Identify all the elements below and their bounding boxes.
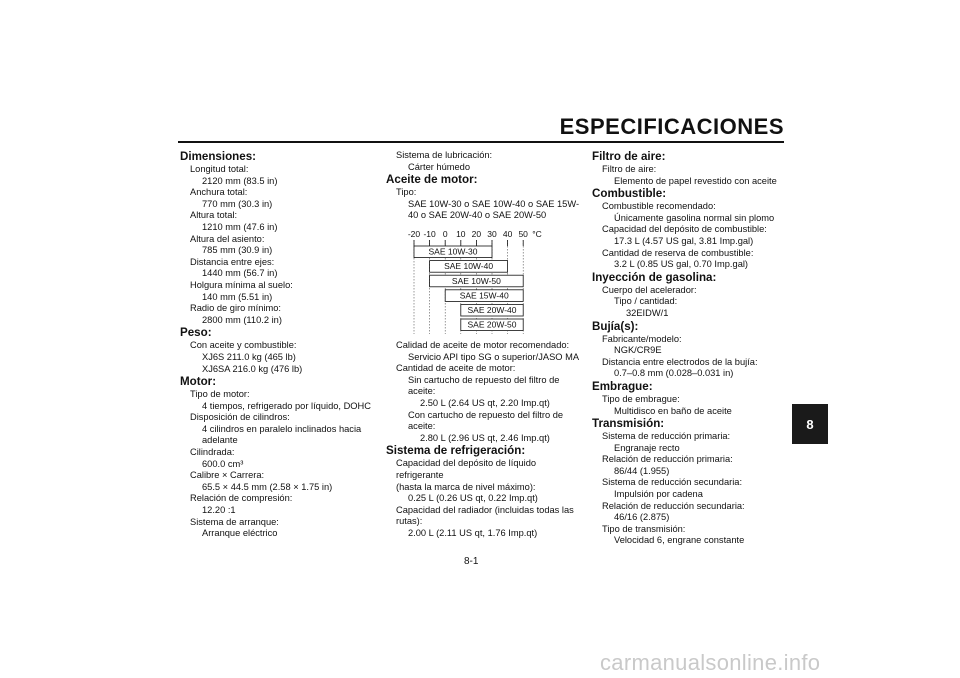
spec-value: 2800 mm (110.2 in): [202, 314, 282, 325]
spec-label: aceite:: [408, 386, 436, 397]
spec-value: 0.7–0.8 mm (0.028–0.031 in): [614, 368, 734, 379]
spec-label: Capacidad del depósito de combustible:: [602, 224, 767, 235]
spec-label: Tipo de embrague:: [602, 393, 680, 404]
spec-label: Distancia entre ejes:: [190, 256, 275, 267]
spec-value: SAE 10W-30 o SAE 10W-40 o SAE 15W-: [408, 198, 580, 209]
unit-label: °C: [532, 228, 542, 239]
spec-value: 2120 mm (83.5 in): [202, 175, 278, 186]
section-refrigeracion: Sistema de refrigeración:: [386, 444, 526, 458]
column-3: [592, 150, 792, 547]
spec-label: Sistema de reducción primaria:: [602, 431, 731, 442]
spec-value: 770 mm (30.3 in): [202, 198, 273, 209]
spec-value: Elemento de papel revestido con aceite: [614, 175, 777, 186]
spec-label: Relación de reducción primaria:: [602, 454, 733, 465]
column-2: [386, 150, 586, 539]
spec-label: Relación de reducción secundaria:: [602, 500, 745, 511]
spec-value: Velocidad 6, engrane constante: [614, 535, 745, 546]
tick-label: -10: [423, 228, 436, 239]
spec-label: Sistema de lubricación:: [396, 150, 493, 160]
spec-label: Tipo:: [396, 187, 417, 198]
spec-label: Calibre × Carrera:: [190, 470, 265, 481]
spec-value: 785 mm (30.9 in): [202, 245, 273, 256]
spec-label: Capacidad del radiador (incluidas todas las: [396, 504, 574, 515]
range-label: SAE 20W-40: [467, 304, 517, 315]
spec-value: 2.50 L (2.64 US qt, 2.20 Imp.qt): [420, 397, 550, 408]
spec-value: 4 tiempos, refrigerado por líquido, DOHC: [202, 400, 371, 411]
spec-value: XJ6S 211.0 kg (465 lb): [202, 351, 296, 362]
spec-label: Sistema de arranque:: [190, 516, 279, 527]
spec-label: Filtro de aire:: [602, 164, 657, 174]
tick-label: 50: [518, 228, 528, 239]
tick-label: -20: [407, 228, 421, 239]
range-label: SAE 10W-30: [428, 246, 478, 257]
page-title: ESPECIFICACIONES: [559, 114, 784, 139]
spec-value: 12.20 :1: [202, 505, 236, 516]
range-label: SAE 10W-40: [444, 261, 494, 272]
spec-value: 40 o SAE 20W-40 o SAE 20W-50: [408, 210, 547, 221]
header-rule: [178, 141, 784, 143]
spec-label: Cantidad de reserva de combustible:: [602, 247, 754, 258]
spec-label: Tipo de motor:: [190, 389, 250, 400]
spec-label: Sin cartucho de repuesto del filtro de: [408, 374, 560, 385]
spec-label: Capacidad del depósito de líquido refrigerante: [396, 458, 537, 480]
spec-label: Anchura total:: [190, 187, 248, 198]
section-aceite: Aceite de motor:: [386, 173, 478, 187]
spec-label: Radio de giro mínimo:: [190, 303, 281, 314]
section-embrague: Embrague:: [592, 379, 653, 393]
spec-label: Con aceite y combustible:: [190, 340, 297, 351]
spec-value: 4 cilindros en paralelo inclinados hacia: [202, 423, 362, 434]
tick-label: 10: [456, 228, 466, 239]
range-label: SAE 15W-40: [459, 290, 509, 301]
section-filtro: Filtro de aire:: [592, 150, 666, 163]
spec-value: 2.00 L (2.11 US qt, 1.76 Imp.qt): [408, 527, 538, 538]
spec-value: 65.5 × 44.5 mm (2.58 × 1.75 in): [202, 481, 333, 492]
section-bujia: Bujía(s):: [592, 319, 639, 333]
spec-label: Distancia entre electrodos de la bujía:: [602, 356, 758, 367]
spec-label: Cilindrada:: [190, 447, 235, 458]
spec-label: Cantidad de aceite de motor:: [396, 363, 516, 374]
spec-label: Combustible recomendado:: [602, 201, 716, 212]
column-1: [180, 150, 380, 540]
spec-label: Calidad de aceite de motor recomendado:: [396, 339, 570, 350]
spec-value: Impulsión por cadena: [614, 489, 703, 500]
range-label: SAE 10W-50: [451, 275, 501, 286]
spec-label: Sistema de reducción secundaria:: [602, 477, 743, 488]
spec-value: 46/16 (2.875): [614, 512, 670, 523]
section-transmision: Transmisión:: [592, 417, 665, 431]
tick-label: 40: [502, 228, 513, 239]
section-peso: Peso:: [180, 326, 212, 340]
oil-viscosity-chart: [390, 228, 580, 336]
tick-label: 20: [471, 228, 482, 239]
spec-value: adelante: [202, 435, 238, 446]
spec-value: 140 mm (5.51 in): [202, 291, 273, 302]
section-inyeccion: Inyección de gasolina:: [592, 270, 717, 284]
spec-label: Altura total:: [190, 210, 238, 221]
page-number: 8-1: [464, 556, 479, 567]
spec-value: 2.80 L (2.96 US qt, 2.46 Imp.qt): [420, 432, 550, 443]
spec-value: Servicio API tipo SG o superior/JASO MA: [408, 351, 580, 362]
spec-label: Disposición de cilindros:: [190, 412, 290, 423]
spec-value: 1210 mm (47.6 in): [202, 221, 278, 232]
spec-value: XJ6SA 216.0 kg (476 lb): [202, 363, 303, 374]
spec-value: 0.25 L (0.26 US qt, 0.22 Imp.qt): [408, 493, 538, 504]
tick-label: 0: [442, 228, 448, 239]
spec-value: 600.0 cm³: [202, 458, 244, 469]
spec-value: Únicamente gasolina normal sin plomo: [614, 212, 775, 223]
spec-value: Engranaje recto: [614, 442, 680, 453]
spec-label: Con cartucho de repuesto del filtro de: [408, 409, 564, 420]
spec-label: Longitud total:: [190, 164, 249, 174]
spec-label: Relación de compresión:: [190, 493, 293, 504]
section-combustible: Combustible:: [592, 187, 667, 201]
spec-value: Multidisco en baño de aceite: [614, 405, 732, 416]
spec-label: Tipo de transmisión:: [602, 523, 686, 534]
watermark: carmanualsonline.info: [600, 650, 821, 675]
spec-label: Tipo / cantidad:: [614, 296, 678, 307]
range-label: SAE 20W-50: [467, 319, 517, 330]
spec-label: Altura del asiento:: [190, 233, 265, 244]
spec-value: 1440 mm (56.7 in): [202, 268, 278, 279]
spec-value: NGK/CR9E: [614, 345, 662, 356]
spec-label: Fabricante/modelo:: [602, 333, 682, 344]
spec-label: Holgura mínima al suelo:: [190, 279, 293, 290]
spec-label: (hasta la marca de nivel máximo):: [396, 481, 536, 492]
spec-value: 17.3 L (4.57 US gal, 3.81 Imp.gal): [614, 235, 754, 246]
tick-label: 30: [487, 228, 497, 239]
spec-value: 3.2 L (0.85 US gal, 0.70 Imp.gal): [614, 259, 749, 270]
spec-label: aceite:: [408, 421, 436, 432]
section-motor: Motor:: [180, 375, 217, 389]
spec-value: Arranque eléctrico: [202, 528, 278, 539]
spec-value: Cárter húmedo: [408, 161, 471, 172]
chapter-tab[interactable]: 8: [792, 404, 828, 444]
spec-value: 32EIDW/1: [626, 307, 669, 318]
oil-viscosity-chart-svg: [390, 228, 580, 336]
section-dimensiones: Dimensiones:: [180, 150, 257, 163]
spec-label: rutas):: [396, 516, 423, 527]
spec-label: Cuerpo del acelerador:: [602, 284, 697, 295]
spec-value: 86/44 (1.955): [614, 465, 670, 476]
